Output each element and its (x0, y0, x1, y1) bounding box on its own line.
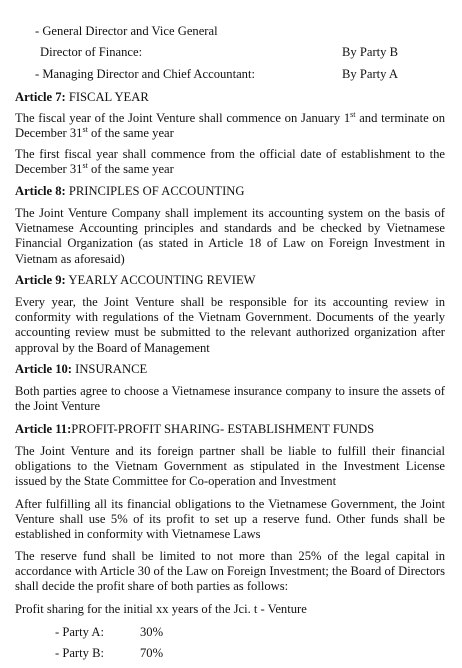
article-8-paragraph-1: The Joint Venture Company shall implement its accounting system on the basis of Vietnamese Accounting principles and standards and be checked by Vietnamese Financial Organization (as stated in Article 18 of Law on Foreign Investment in Vietnam as aforesaid) (15, 206, 445, 266)
article-8-heading (15, 184, 245, 199)
article-number: Article 7: (15, 90, 66, 104)
article-title: FISCAL YEAR (65, 90, 149, 104)
text-run: of the same year (87, 162, 174, 177)
signatory-party-b: By Party B (342, 45, 398, 59)
article-title: YEARLY ACCOUNTING REVIEW (65, 273, 256, 287)
text-run: The first fiscal year shall commence from the official date of establishment to the December 31 (15, 147, 445, 177)
article-9-heading (15, 273, 256, 288)
superscript: st (350, 109, 356, 119)
signatory-party-a: By Party A (342, 67, 398, 81)
article-number: Article 11: (15, 422, 72, 436)
article-7-heading (15, 90, 149, 105)
article-number: Article 8: (15, 184, 66, 198)
text-run: and terminate on December 31 (15, 111, 445, 141)
share-party: - Party B: (55, 646, 104, 660)
share-value: 70% (140, 646, 164, 660)
article-7-paragraph-1 (15, 111, 445, 141)
superscript: st (82, 125, 88, 135)
article-11-paragraph-2: After fulfilling all its financial obligations to the Vietnamese Government, the Joint Venture shall use 5% of its profit to set up a reserve fund. Other funds shall be established in conformity with Vietnamese Laws (15, 497, 445, 542)
article-11-heading (15, 422, 374, 437)
text-run: The fiscal year of the Joint Venture shall commence on January 1 (15, 111, 351, 125)
share-value: 30% (140, 625, 164, 639)
article-10-heading (15, 362, 147, 377)
article-title: PRINCIPLES OF ACCOUNTING (65, 184, 245, 198)
signatory-role: Director of Finance: (40, 45, 143, 59)
share-row-party-a (55, 625, 255, 640)
article-11-paragraph-1: The Joint Venture and its foreign partner shall be liable to fulfill their financial obligations to the Vietnam Government as stipulated in the Investment License issued by the State Committee for Co-operation and Investment (15, 444, 445, 489)
article-title: PROFIT-PROFIT SHARING- ESTABLISHMENT FUNDS (71, 422, 375, 436)
article-number: Article 9: (15, 273, 66, 287)
article-9-paragraph-1: Every year, the Joint Venture shall be responsible for its accounting review in conformity with regulations of the Vietnam Government. Documents of the yearly accounting review must be submitted to the relevant authorized organization after approval by the Board of Management (15, 295, 445, 355)
text-run: of the same year (87, 126, 174, 141)
share-party: - Party A: (55, 625, 104, 639)
article-title: INSURANCE (72, 362, 148, 376)
superscript: st (82, 161, 88, 171)
share-row-party-b (55, 646, 255, 661)
signatory-line-general-director: - General Director and Vice General (35, 24, 218, 38)
article-number: Article 10: (15, 362, 72, 376)
article-10-paragraph-1: Both parties agree to choose a Vietnamese insurance company to insure the assets of the Joint Venture (15, 384, 445, 414)
article-11-paragraph-4: Profit sharing for the initial xx years of the Jci. t - Venture (15, 602, 307, 616)
signatory-line-managing-director: - Managing Director and Chief Accountant: (35, 67, 255, 81)
signatory-line-director-finance (40, 45, 142, 60)
article-7-paragraph-2 (15, 147, 445, 177)
article-11-paragraph-3: The reserve fund shall be limited to not more than 25% of the legal capital in accordance with Article 30 of the Law on Foreign Investment; the Board of Directors shall decide the profit share of both parties as follows: (15, 549, 445, 594)
